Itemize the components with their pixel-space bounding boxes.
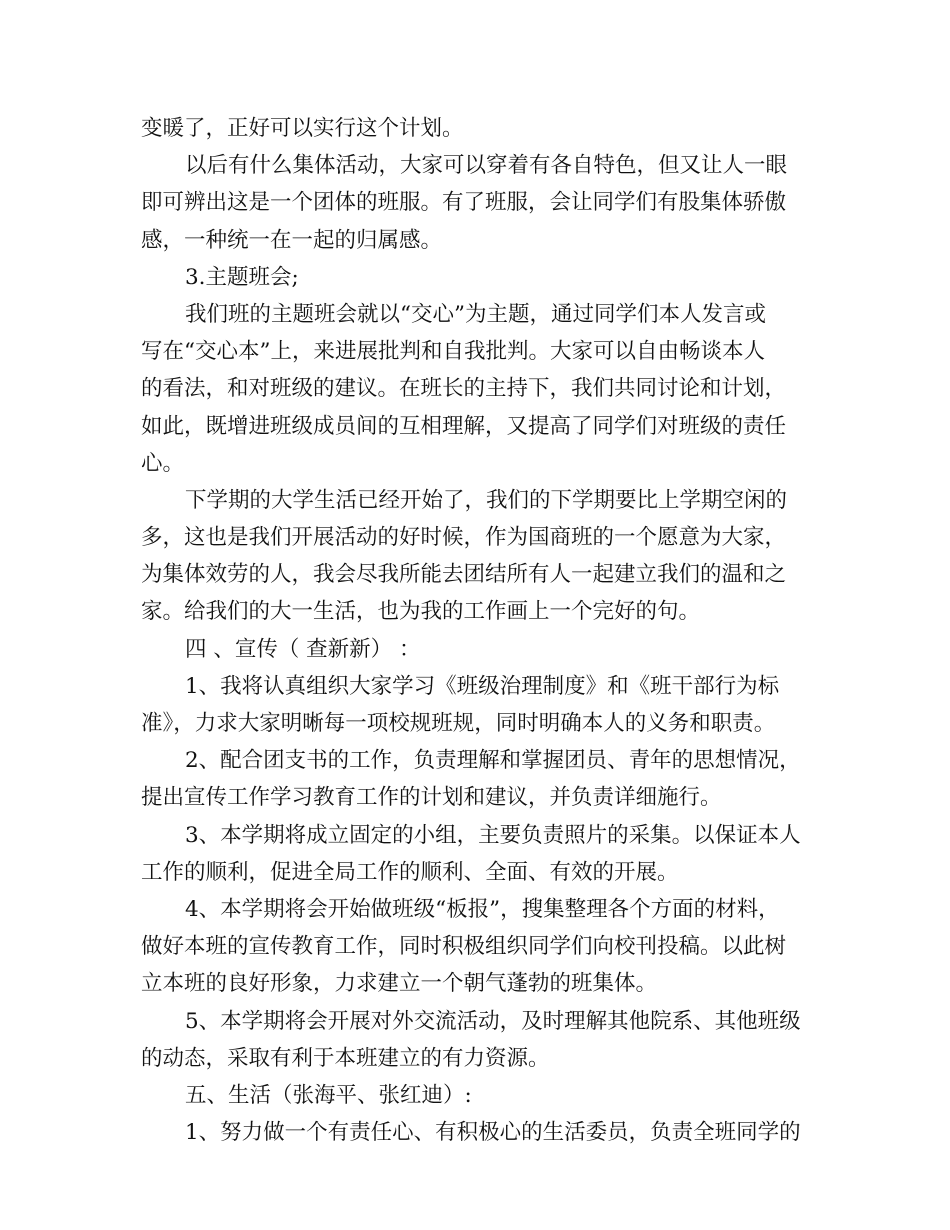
text-line: 1、努力做一个有责任心、有积极心的生活委员，负责全班同学的	[185, 1120, 801, 1146]
text-line: 多，这也是我们开展活动的好时候，作为国商班的一个愿意为大家，	[141, 525, 787, 551]
text-line: 五、生活（张海平、张红迪）:	[185, 1082, 472, 1108]
text-line: 即可辨出这是一个团体的班服。有了班服，会让同学们有股集体骄傲	[141, 190, 787, 216]
text-line: 写在“交心本”上，来进展批判和自我批判。大家可以自由畅谈本人	[141, 339, 765, 365]
text-line: 感，一种统一在一起的归属感。	[141, 227, 443, 253]
text-line: 工作的顺利，促进全局工作的顺利、全面、有效的开展。	[141, 859, 679, 885]
text-line: 心。	[141, 450, 185, 476]
text-line: 为集体效劳的人，我会尽我所能去团结所有人一起建立我们的温和之	[141, 562, 787, 588]
text-line: 四 、宣传（ 查新新） ：	[185, 636, 421, 662]
text-line: 以后有什么集体活动，大家可以穿着有各自特色，但又让人一眼	[185, 153, 788, 179]
text-line: 的看法，和对班级的建议。在班长的主持下，我们共同讨论和计划，	[141, 376, 787, 402]
text-line: 4、本学期将会开始做班级“板报”，搜集整理各个方面的材料，	[185, 896, 780, 922]
text-line: 3、本学期将成立固定的小组，主要负责照片的采集。以保证本人	[185, 822, 801, 848]
text-line: 2、配合团支书的工作，负责理解和掌握团员、青年的思想情况，	[185, 748, 801, 774]
text-line: 1、我将认真组织大家学习《班级治理制度》和《班干部行为标	[185, 673, 780, 699]
text-line: 下学期的大学生活已经开始了，我们的下学期要比上学期空闲的	[185, 487, 788, 513]
text-line: 我们班的主题班会就以“交心”为主题，通过同学们本人发言或	[185, 301, 766, 327]
text-line: 准》，力求大家明晰每一项校规班规，同时明确本人的义务和职责。	[141, 711, 776, 736]
text-line: 立本班的良好形象，力求建立一个朝气蓬勃的班集体。	[141, 971, 658, 997]
text-line: 提出宣传工作学习教育工作的计划和建议，并负责详细施行。	[141, 785, 722, 811]
text-line: 的动态，采取有利于本班建立的有力资源。	[141, 1045, 550, 1071]
text-line: 如此，既增进班级成员间的互相理解，又提高了同学们对班级的责任	[141, 413, 787, 439]
text-line: 变暖了，正好可以实行这个计划。	[141, 116, 464, 141]
document-body	[141, 110, 816, 1151]
text-line: 3.主题班会;	[185, 264, 299, 290]
text-line: 家。给我们的大一生活，也为我的工作画上一个完好的句。	[141, 599, 701, 625]
text-line: 做好本班的宣传教育工作，同时积极组织同学们向校刊投稿。以此树	[141, 934, 787, 960]
text-line: 5、本学期将会开展对外交流活动，及时理解其他院系、其他班级	[185, 1008, 801, 1034]
